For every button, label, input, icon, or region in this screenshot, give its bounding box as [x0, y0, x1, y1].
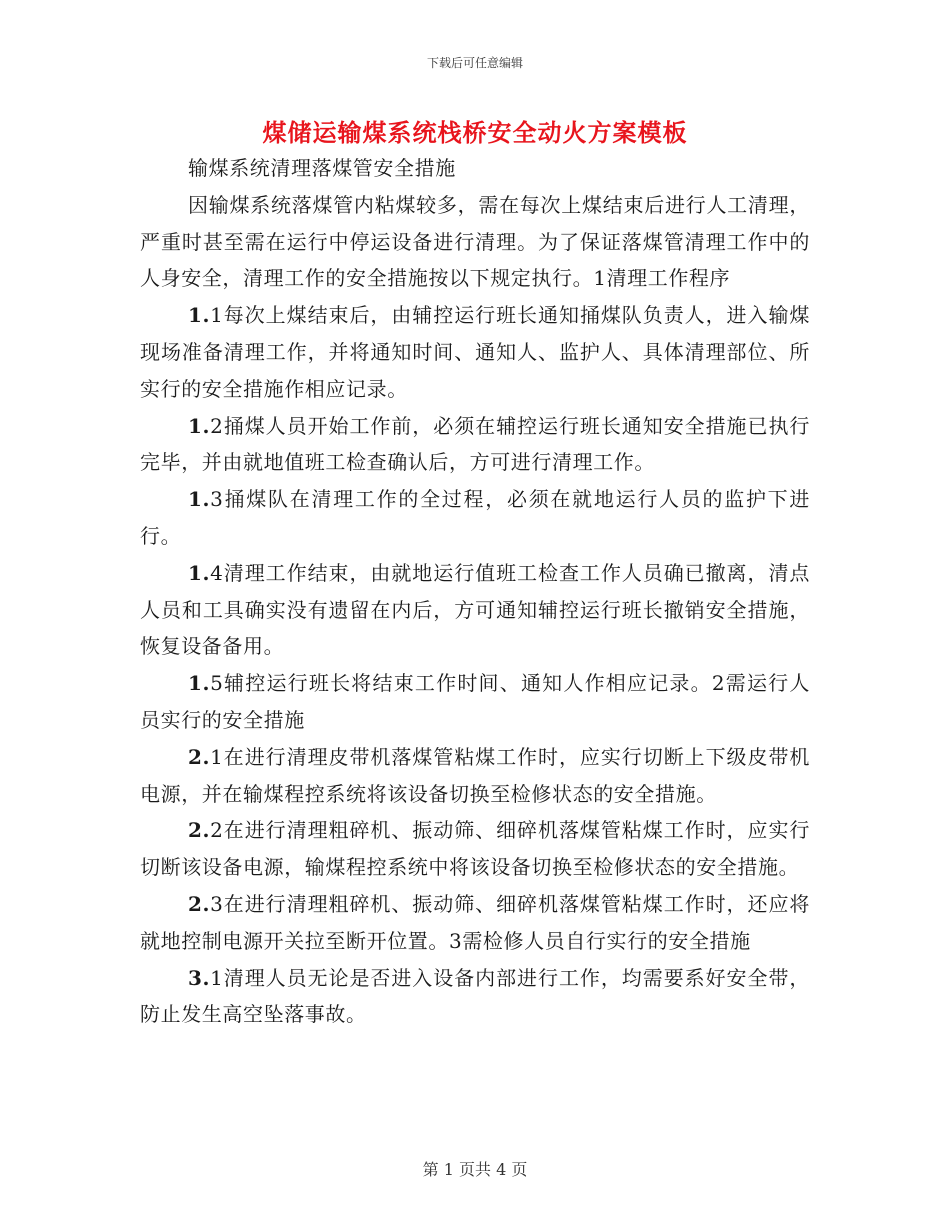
section-number: 1.	[188, 487, 211, 512]
paragraph-text: 2在进行清理粗碎机、振动筛、细碎机落煤管粘煤工作时，应实行切断该设备电源，输煤程控系统中将该设备切换至检修状态的安全措施。	[140, 818, 810, 880]
paragraph-text: 因输煤系统落煤管内粘煤较多，需在每次上煤结束后进行人工清理，严重时甚至需在运行中停运设备进行清理。为了保证落煤管清理工作中的人身安全，清理工作的安全措施按以下规定执行。1清理工作程序	[140, 192, 810, 291]
paragraph-text: 3捅煤队在清理工作的全过程，必须在就地运行人员的监护下进行。	[140, 487, 810, 548]
paragraph-text: 3在进行清理粗碎机、振动筛、细碎机落煤管粘煤工作时，还应将就地控制电源开关拉至断开位置。3需检修人员自行实行的安全措施	[140, 891, 810, 953]
section-number: 1.	[188, 303, 211, 328]
paragraph-text: 输煤系统清理落煤管安全措施	[188, 156, 456, 180]
paragraph-text: 1清理人员无论是否进入设备内部进行工作，均需要系好安全带，防止发生高空坠落事故。	[140, 965, 810, 1027]
section-number: 2.	[188, 744, 211, 769]
document-title: 煤储运输煤系统栈桥安全动火方案模板	[262, 118, 688, 147]
paragraph	[140, 739, 810, 813]
section-number: 2.	[188, 818, 211, 843]
paragraph	[140, 812, 810, 886]
paragraph-text: 4清理工作结束，由就地运行值班工检查工作人员确已撤离，清点人员和工具确实没有遗留在内后，方可通知辅控运行班长撤销安全措施，恢复设备备用。	[140, 560, 810, 659]
paragraph-text: 5辅控运行班长将结束工作时间、通知人作相应记录。2需运行人员实行的安全措施	[140, 671, 810, 732]
paragraph	[140, 481, 810, 555]
page-footer: 第 1 页共 4 页	[422, 1160, 528, 1179]
paragraph	[140, 665, 810, 739]
paragraph-heading	[140, 150, 810, 187]
paragraph	[140, 555, 810, 665]
document-body	[140, 150, 810, 1033]
section-number: 3.	[188, 965, 211, 990]
page-header: 下载后可任意编辑	[426, 56, 523, 70]
paragraph-text: 2捅煤人员开始工作前，必须在辅控运行班长通知安全措施已执行完毕，并由就地值班工检查确认后，方可进行清理工作。	[140, 413, 810, 475]
paragraph-text: 1每次上煤结束后，由辅控运行班长通知捅煤队负责人，进入输煤现场准备清理工作，并将通知时间、通知人、监护人、具体清理部位、所实行的安全措施作相应记录。	[140, 303, 810, 401]
paragraph-text: 1在进行清理皮带机落煤管粘煤工作时，应实行切断上下级皮带机电源，并在输煤程控系统将该设备切换至检修状态的安全措施。	[140, 744, 810, 806]
paragraph	[140, 408, 810, 482]
paragraph	[140, 886, 810, 960]
section-number: 2.	[188, 891, 211, 916]
section-number: 1.	[188, 671, 211, 696]
paragraph	[140, 187, 810, 297]
paragraph	[140, 960, 810, 1034]
paragraph	[140, 297, 810, 407]
section-number: 1.	[188, 413, 211, 438]
section-number: 1.	[188, 560, 211, 585]
